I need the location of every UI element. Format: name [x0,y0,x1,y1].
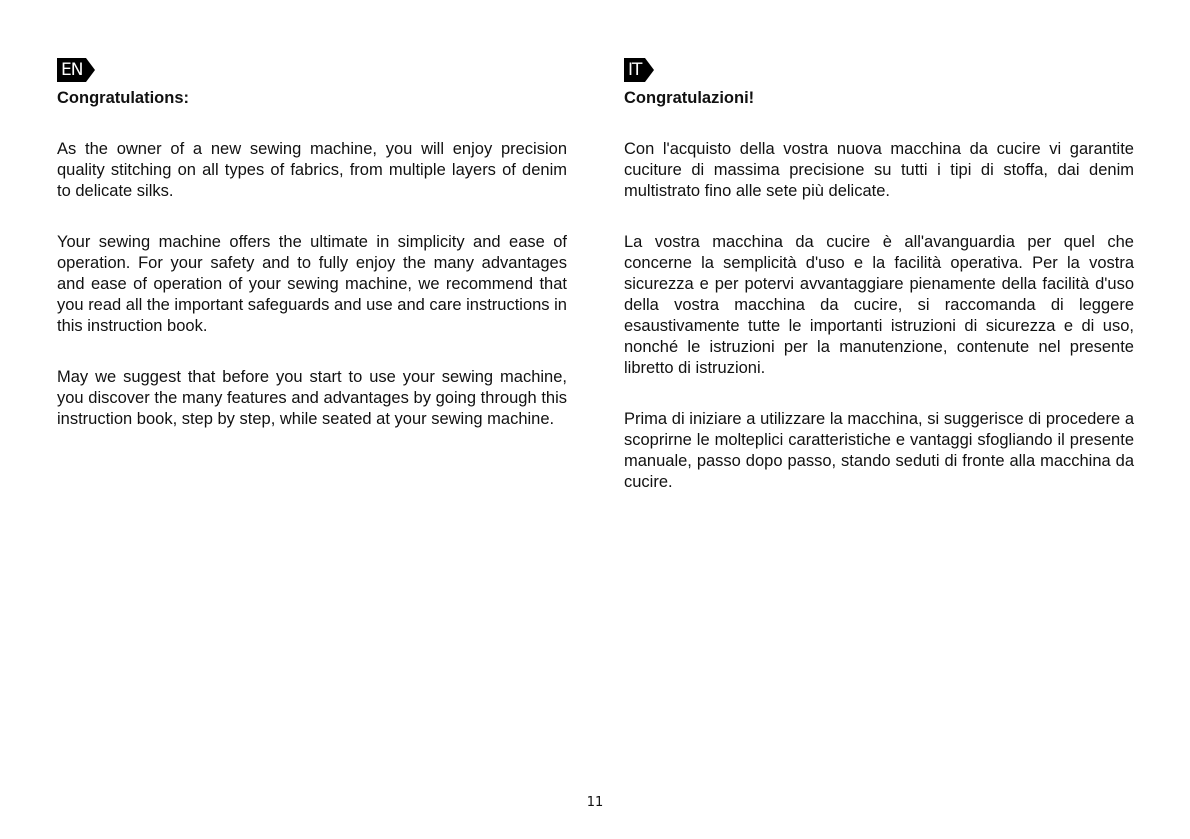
italian-paragraph-2: La vostra macchina da cucire è all'avanguardia per quel che concerne la semplicità d'uso e la facilità operativa. Per la vostra sicurezza e per potervi avvantaggiare pienamente della facilità d'uso della vostra macchina da cucire, si raccomanda di leggere esaustivamente tutte le importanti istruzioni di sicurezza e di uso, nonché le istruzioni per la manutenzione, contenute nel presente libretto di istruzioni. [624,233,1134,377]
italian-column [624,58,1134,493]
italian-paragraph-1: Con l'acquisto della vostra nuova macchina da cucire vi garantite cuciture di massima precisione su tutti i tipi di stoffa, dai denim multistrato fino alle sete più delicate. [624,140,1134,200]
language-badge-it: IT [624,58,645,82]
italian-paragraph-3: Prima di iniziare a utilizzare la macchina, si suggerisce di procedere a scoprirne le molteplici caratteristiche e vantaggi sfogliando il presente manuale, passo dopo passo, stando seduti di fronte alla macchina da cucire. [624,410,1134,491]
english-paragraph-2: Your sewing machine offers the ultimate in simplicity and ease of operation. For your safety and to fully enjoy the many advantages and ease of operation of your sewing machine, we recommend that you read all the important safeguards and use and care instructions in this instruction book. [57,233,567,335]
english-paragraph-1: As the owner of a new sewing machine, you will enjoy precision quality stitching on all types of fabrics, from multiple layers of denim to delicate silks. [57,140,567,200]
english-heading: Congratulations: [57,89,189,107]
italian-heading: Congratulazioni! [624,89,755,107]
english-paragraph-3: May we suggest that before you start to use your sewing machine, you discover the many features and advantages by going through this instruction book, step by step, while seated at your sewing machine. [57,368,567,428]
language-badge-en: EN [57,58,86,82]
english-column [57,58,567,430]
page-number: 11 [586,795,604,810]
